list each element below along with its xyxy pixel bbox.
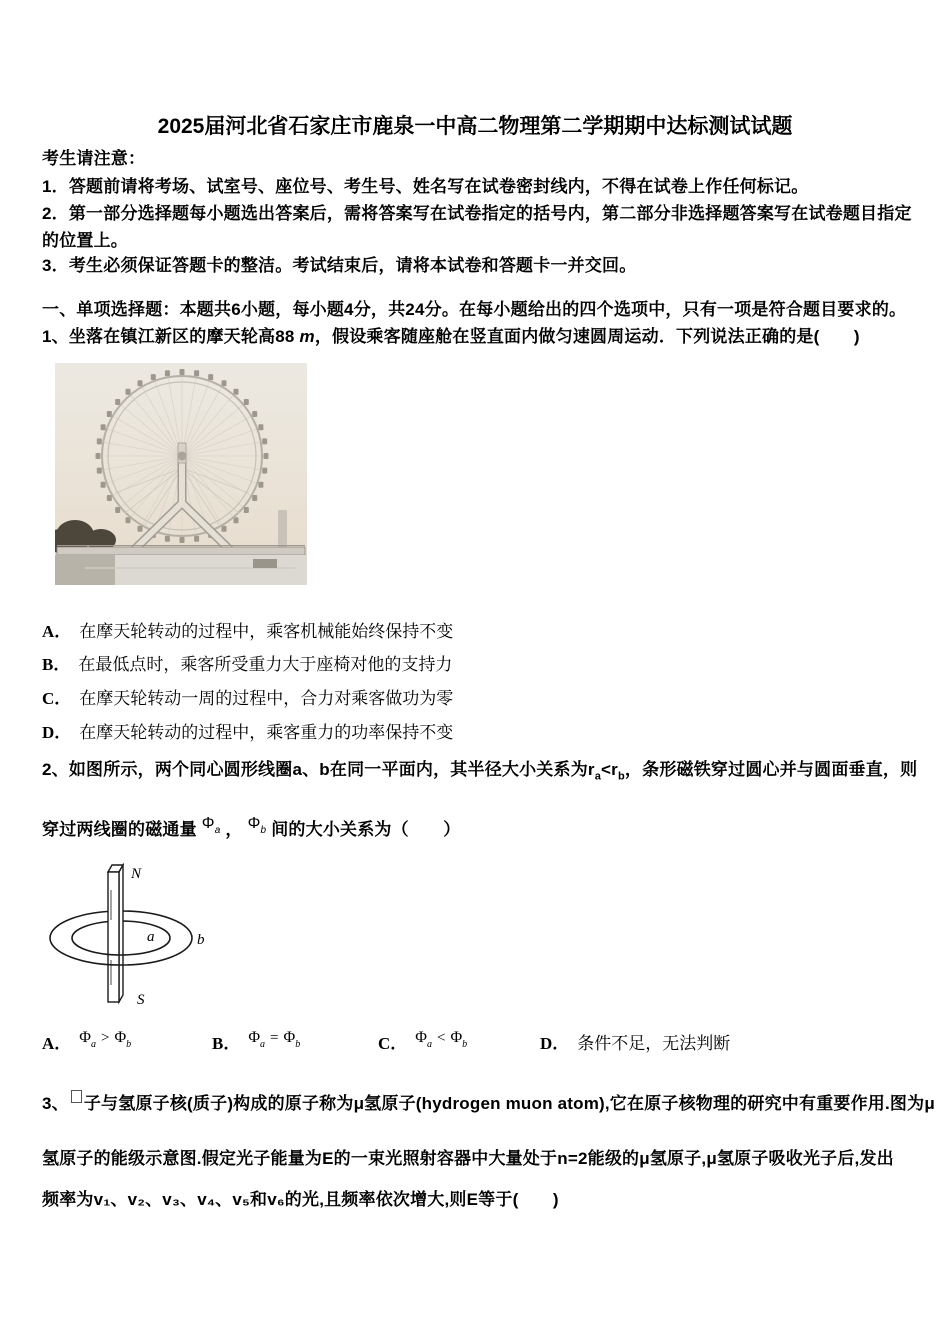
question-2-stem-line1 [42,760,917,786]
bar-magnet [108,865,123,1002]
q1-height-unit: m [299,327,315,346]
q2-option-a-expr: $\Phi_a > \Phi_b$ [79,1029,132,1050]
q2-stem-pre: 2、如图所示，两个同心圆形线圈a、b在同一平面内，其半径大小关系为r [42,760,595,779]
question-3-stem-line3: 频率为v₁、v₂、v₃、v₄、v₅和v₆的光,且频率依次增大,则E等于( ) [42,1190,559,1209]
ferris-wheel-graphic [55,363,307,585]
question-3-stem-line1 [42,1094,935,1114]
magnet-coil-graphic [45,860,215,1010]
q2-option-b-expr: $\Phi_a = \Phi_b$ [248,1029,301,1050]
q1-option-b [42,655,452,675]
q1-option-c-text: 在摩天轮转动一周的过程中，合力对乘客做功为零 [79,689,454,708]
notice-item-2-line1: 2．第一部分选择题每小题选出答案后，需将答案写在试卷指定的括号内，第二部分非选择题答案写在试卷题目指定 [42,204,912,223]
q2-radius-b-sub: b [618,770,625,783]
page-title: 2025届河北省石家庄市鹿泉一中高二物理第二学期期中达标测试试题 [157,115,793,138]
q1-option-d [42,723,453,743]
magnet-south-label: S [137,992,145,1008]
q2-option-b [212,1029,301,1057]
magnet-coil-figure [45,860,215,1010]
q1-option-c [42,689,453,709]
q1-stem-pre: 1、坐落在镇江新区的摩天轮高88 [42,327,300,346]
q2-option-d-label: D． [540,1034,570,1053]
q3-number: 3、 [42,1094,69,1113]
q1-option-d-text: 在摩天轮转动的过程中，乘客重力的功率保持不变 [79,723,454,742]
q2-flux-b-symbol: $\Phi_b$ [247,815,267,836]
q2-radius-a-sub: a [594,770,602,783]
magnet-north-label: N [131,866,142,882]
q2-option-d [540,1034,730,1054]
q1-option-b-text: 在最低点时，乘客所受重力大于座椅对他的支持力 [78,655,453,674]
q2-flux-text: 穿过两线圈的磁通量 [42,820,197,839]
question-2-stem-line2 [42,815,461,843]
q2-option-a-label: A． [42,1034,72,1053]
missing-glyph-box [71,1090,82,1103]
q2-flux-a-symbol: $\Phi_a$ [201,815,221,836]
q1-stem-post: ，假设乘客随座舱在竖直面内做匀速圆周运动．下列说法正确的是( ) [314,327,860,346]
question-3-stem-line2: 氢原子的能级示意图.假定光子能量为E的一束光照射容器中大量处于n=2能级的μ氢原子,μ氢原子吸收光子后,发出 [42,1149,894,1168]
notice-item-1: 1．答题前请将考场、试室号、座位号、考生号、姓名写在试卷密封线内，不得在试卷上作任何标记。 [42,177,809,196]
q1-option-d-label: D． [42,723,72,742]
coil-b-label: b [197,932,205,948]
q2-option-a [42,1029,132,1057]
q2-option-b-label: B． [212,1034,241,1053]
q2-stem-mid: <r [601,760,618,779]
q2-option-c-expr: $\Phi_a < \Phi_b$ [415,1029,468,1050]
q2-option-c-label: C． [378,1034,408,1053]
notice-item-2-line2: 的位置上。 [42,231,128,250]
q2-option-d-text: 条件不足，无法判断 [577,1034,731,1053]
ferris-wheel-photo [55,363,307,585]
q1-option-a [42,622,453,642]
q1-option-c-label: C． [42,689,72,708]
distant-building [278,510,287,550]
q3-line1-text: 子与氢原子核(质子)构成的原子称为μ氢原子(hydrogen muon atom),它在原子核物理的研究中有重要作用.图为μ [83,1094,935,1113]
q2-flux-comma: ， [225,820,243,839]
q1-option-a-text: 在摩天轮转动的过程中，乘客机械能始终保持不变 [79,622,454,641]
wheel-hub [178,452,187,461]
q2-stem-post: ，条形磁铁穿过圆心并与圆面垂直，则 [624,760,918,779]
q1-option-b-label: B． [42,655,71,674]
notice-heading: 考生请注意： [42,149,146,168]
q1-option-a-label: A． [42,622,72,641]
notice-item-3: 3．考生必须保证答题卡的整洁。考试结束后，请将本试卷和答题卡一并交回。 [42,256,637,275]
section-1-heading: 一、单项选择题：本题共6小题，每小题4分，共24分。在每小题给出的四个选项中，只有一项是符合题目要求的。 [42,300,907,319]
q2-stem2-post: 间的大小关系为（ ） [271,820,461,839]
question-1-stem [42,327,860,347]
coil-a-label: a [147,929,155,945]
river-water [55,555,307,585]
q2-option-c [378,1029,468,1057]
boat [253,559,277,568]
